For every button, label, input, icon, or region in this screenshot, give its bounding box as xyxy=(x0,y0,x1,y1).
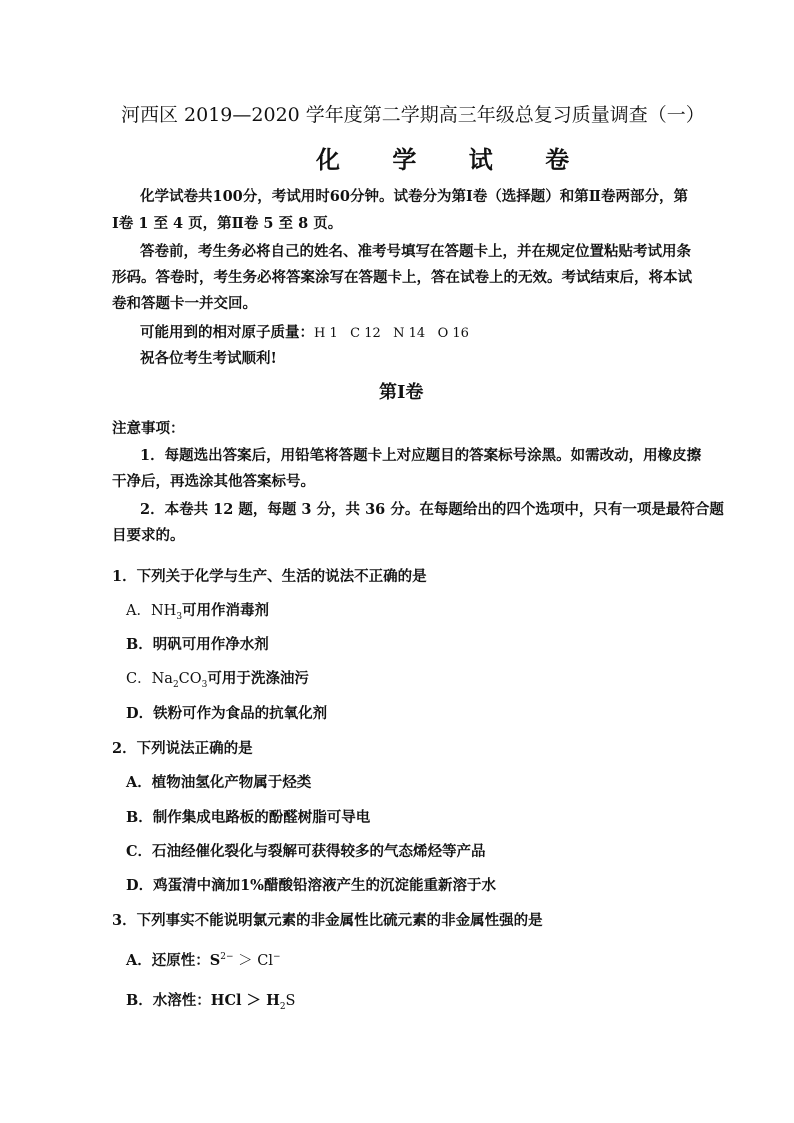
intro-paragraph-2-line-1: 答卷前，考生务必将自己的姓名、准考号填写在答题卡上，并在规定位置粘贴考试用条 xyxy=(140,243,691,260)
question-1-option-c xyxy=(126,667,309,688)
option-text: C．Na xyxy=(126,671,173,687)
subscript: 2 xyxy=(172,679,179,690)
note-2-line-2: 目要求的。 xyxy=(112,527,185,544)
notes-label: 注意事项： xyxy=(112,420,185,437)
subscript: 2 xyxy=(279,1001,286,1012)
question-1-option-b: B．明矾可用作净水剂 xyxy=(126,636,269,653)
intro-paragraph-1-line-1: 化学试卷共100分，考试用时60分钟。试卷分为第Ⅰ卷（选择题）和第Ⅱ卷两部分，第 xyxy=(140,188,688,205)
question-3-stem: 3．下列事实不能说明氯元素的非金属性比硫元素的非金属性强的是 xyxy=(112,912,543,929)
note-2-line-1: 2．本卷共 12 题，每题 3 分，共 36 分。在每题给出的四个选项中，只有一项是最符合题 xyxy=(140,501,724,518)
good-luck-message: 祝各位考生考试顺利! xyxy=(140,350,277,367)
question-2-option-b: B．制作集成电路板的酚醛树脂可导电 xyxy=(126,809,371,826)
option-text: A．还原性：S xyxy=(126,952,221,969)
question-1-stem: 1．下列关于化学与生产、生活的说法不正确的是 xyxy=(112,568,427,585)
note-1-line-2: 干净后，再选涂其他答案标号。 xyxy=(112,473,315,490)
option-text: A．NH xyxy=(126,603,177,619)
atomic-mass-values: H 1 C 12 N 14 O 16 xyxy=(314,326,469,341)
atomic-mass-line xyxy=(140,321,469,342)
option-text: CO xyxy=(178,671,202,687)
atomic-mass-label: 可能用到的相对原子质量： xyxy=(140,324,314,341)
subscript: 3 xyxy=(176,611,183,622)
intro-paragraph-2-line-3: 卷和答题卡一并交回。 xyxy=(112,295,257,312)
intro-paragraph-1-line-2: Ⅰ卷 1 至 4 页，第Ⅱ卷 5 至 8 页。 xyxy=(112,215,343,232)
question-2-stem: 2．下列说法正确的是 xyxy=(112,740,253,757)
question-3-option-a xyxy=(126,949,281,970)
option-text: S xyxy=(285,993,296,1009)
question-2-option-a: A．植物油氢化产物属于烃类 xyxy=(126,774,312,791)
section-1-title: 第Ⅰ卷 xyxy=(379,382,424,403)
note-1-line-1: 1．每题选出答案后，用铅笔将答题卡上对应题目的答案标号涂黑。如需改动，用橡皮擦 xyxy=(140,447,702,464)
superscript: − xyxy=(272,952,281,963)
exam-subject-title: 化 学 试 卷 xyxy=(316,145,592,174)
option-text: 可用于洗涤油污 xyxy=(207,670,309,687)
exam-header-title: 河西区 2019—2020 学年度第二学期高三年级总复习质量调查（一） xyxy=(121,104,705,126)
superscript: 2− xyxy=(220,952,234,963)
question-3-option-b xyxy=(126,989,295,1010)
question-2-option-d: D．鸡蛋清中滴加1%醋酸铅溶液产生的沉淀能重新溶于水 xyxy=(126,877,496,894)
subscript: 3 xyxy=(201,679,208,690)
option-text: ＞ Cl xyxy=(233,953,273,969)
question-2-option-c: C．石油经催化裂化与裂解可获得较多的气态烯烃等产品 xyxy=(126,843,486,860)
question-1-option-a xyxy=(126,599,269,620)
question-1-option-d: D．铁粉可作为食品的抗氧化剂 xyxy=(126,705,328,722)
intro-paragraph-2-line-2: 形码。答卷时，考生务必将答案涂写在答题卡上，答在试卷上的无效。考试结束后，将本试 xyxy=(112,269,692,286)
option-text: B．水溶性：HCl ＞ H xyxy=(126,992,280,1009)
option-text: 可用作消毒剂 xyxy=(182,602,270,619)
